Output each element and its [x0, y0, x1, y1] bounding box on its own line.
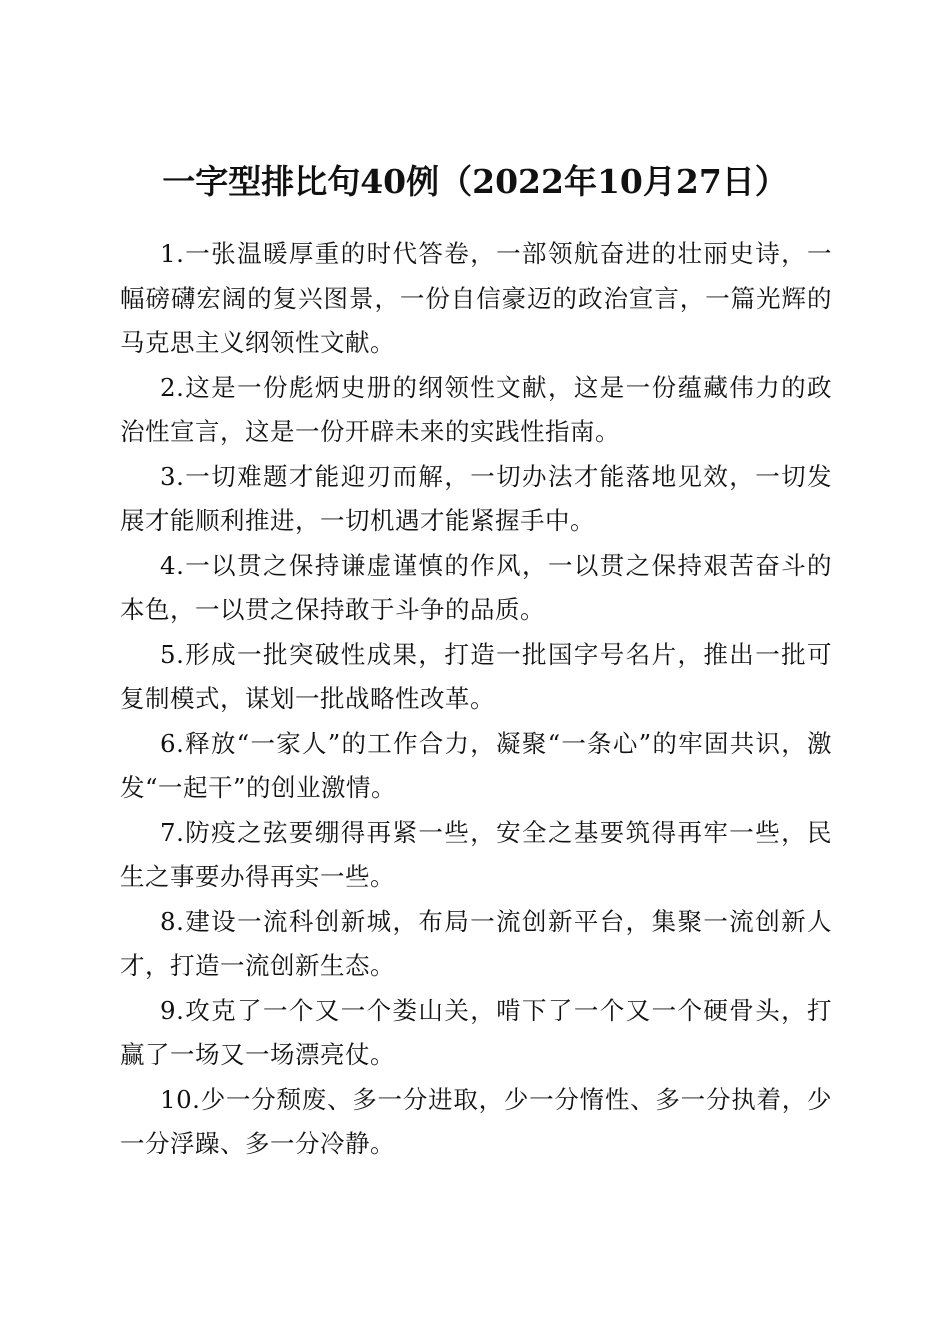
paragraph-8: 8.建设一流科创新城，布局一流创新平台，集聚一流创新人才，打造一流创新生态。: [120, 906, 832, 980]
paragraph-4: 4.一以贯之保持谦虚谨慎的作风，一以贯之保持艰苦奋斗的本色，一以贯之保持敢于斗争的品质。: [120, 550, 832, 624]
paragraph-10: 10.少一分颓废、多一分进取，少一分惰性、多一分执着，少一分浮躁、多一分冷静。: [120, 1084, 832, 1158]
document-body: [120, 232, 832, 1167]
paragraph-3: 3.一切难题才能迎刃而解，一切办法才能落地见效，一切发展才能顺利推进，一切机遇才能紧握手中。: [120, 461, 832, 535]
paragraph-7: 7.防疫之弦要绷得再紧一些，安全之基要筑得再牢一些，民生之事要办得再实一些。: [120, 817, 832, 891]
paragraph-9: 9.攻克了一个又一个娄山关，啃下了一个又一个硬骨头，打赢了一场又一场漂亮仗。: [120, 995, 832, 1069]
paragraph-2: 2.这是一份彪炳史册的纲领性文献，这是一份蕴藏伟力的政治性宣言，这是一份开辟未来的实践性指南。: [120, 372, 832, 446]
paragraph-1: 1.一张温暖厚重的时代答卷，一部领航奋进的壮丽史诗，一幅磅礴宏阔的复兴图景，一份自信豪迈的政治宣言，一篇光辉的马克思主义纲领性文献。: [120, 239, 832, 357]
paragraph-5: 5.形成一批突破性成果，打造一批国字号名片，推出一批可复制模式，谋划一批战略性改革。: [120, 639, 832, 713]
paragraph-6: 6.释放“一家人”的工作合力，凝聚“一条心”的牢固共识，激发“一起干”的创业激情。: [120, 728, 832, 802]
document-title: 一字型排比句40例（2022年10月27日）: [162, 162, 788, 202]
